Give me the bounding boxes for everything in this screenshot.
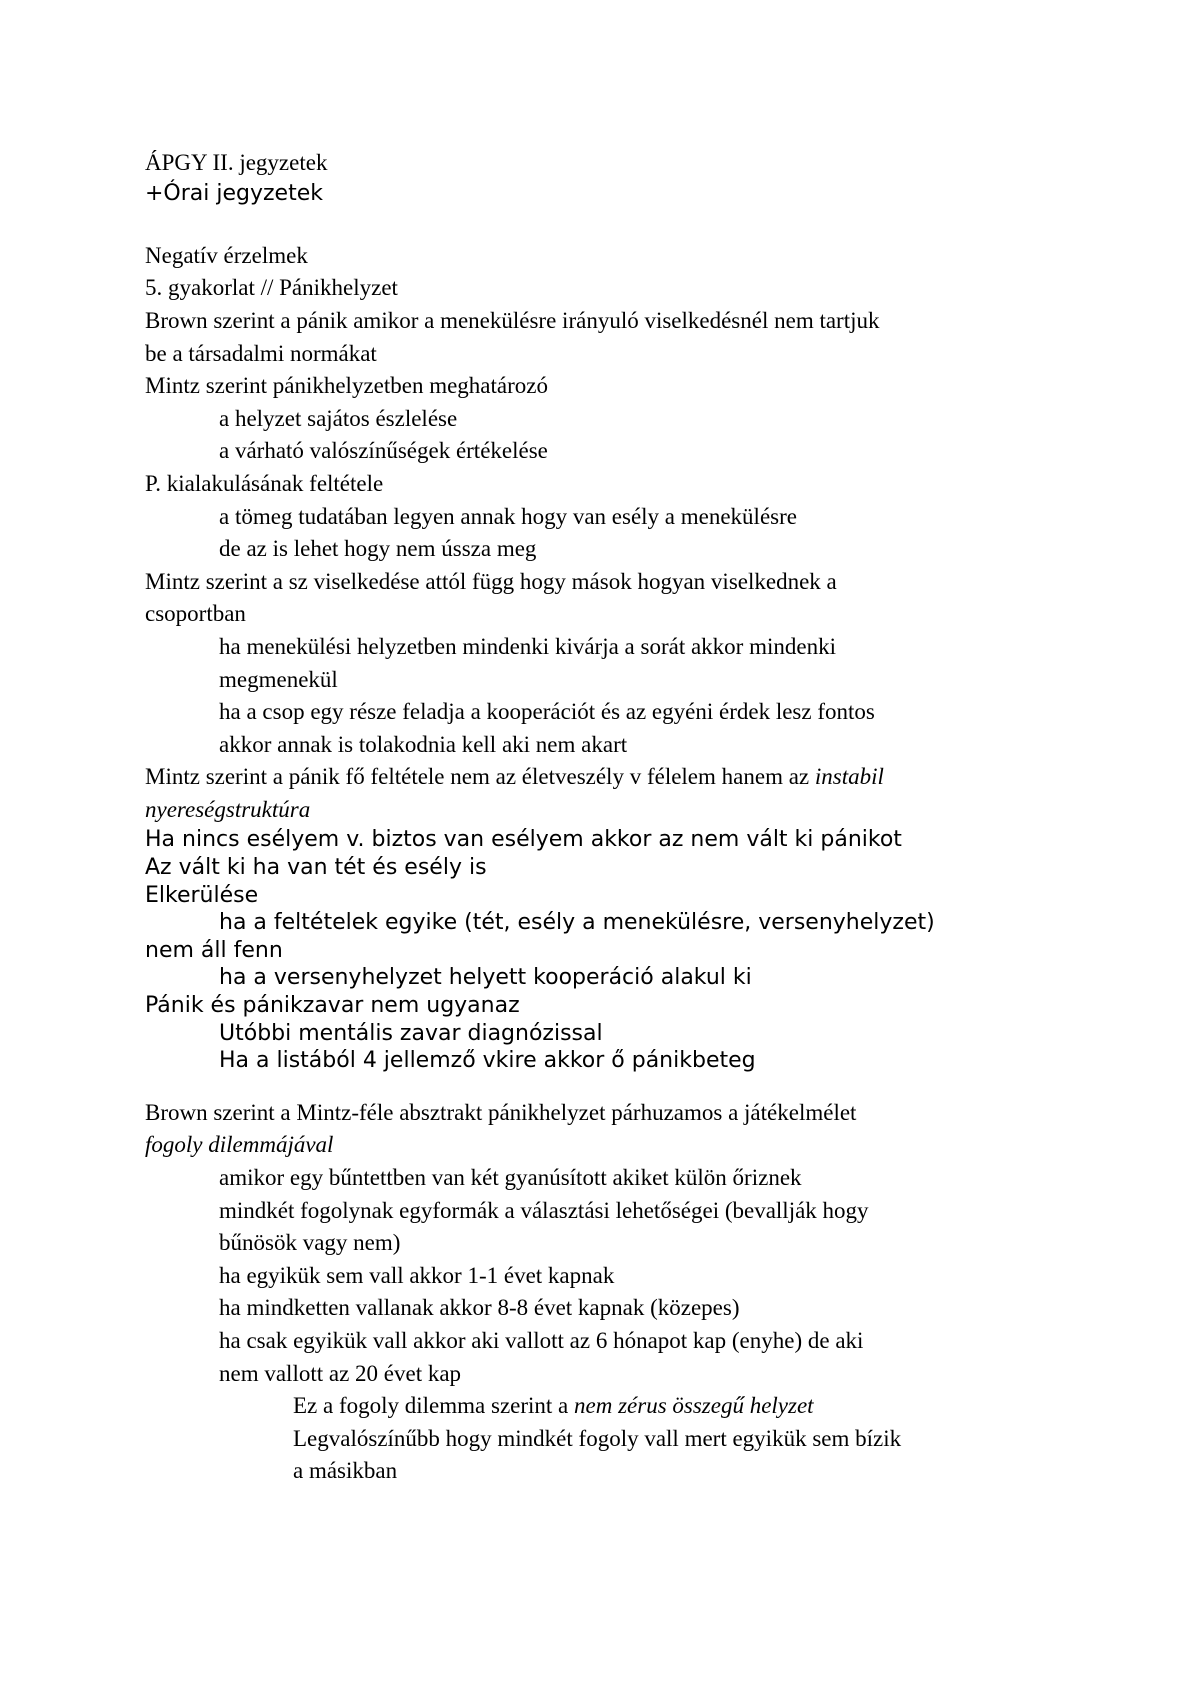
italic-term: nem zérus összegű helyzet — [574, 1393, 814, 1419]
text-line: Elkerülése — [145, 882, 259, 908]
section-heading: Negatív érzelmek — [145, 242, 308, 268]
text-line: Pánik és pánikzavar nem ugyanaz — [145, 993, 520, 1019]
text-line: Mintz szerint pánikhelyzetben meghatározó — [145, 373, 548, 399]
text-line-indented-2 — [145, 1390, 1085, 1423]
text-line-indented: ha mindketten vallanak akkor 8-8 évet kapnak (közepes) — [219, 1295, 740, 1321]
text-line: P. kialakulásának feltétele — [145, 470, 384, 496]
text-line: be a társadalmi normákat — [145, 340, 377, 366]
text-line-indented: ha egyikük sem vall akkor 1-1 évet kapnak — [219, 1262, 615, 1288]
text-line-indented: ha menekülési helyzetben mindenki kivárja a sorát akkor mindenki — [219, 633, 836, 659]
text-line: Mintz szerint a sz viselkedése attól függ hogy mások hogyan viselkednek a — [145, 568, 837, 594]
text-line-indented: a helyzet sajátos észlelése — [219, 405, 458, 431]
text-line-indented-2: a másikban — [293, 1458, 398, 1484]
text-line-indented: de az is lehet hogy nem ússza meg — [219, 536, 537, 562]
text-line-indented: Ha a listából 4 jellemző vkire akkor ő pánikbeteg — [219, 1048, 756, 1074]
text-line-indented: bűnösök vagy nem) — [219, 1230, 401, 1256]
text-line-indented: amikor egy bűntettben van két gyanúsított akiket külön őriznek — [219, 1165, 802, 1190]
text-line: csoportban — [145, 601, 246, 627]
text-run: Mintz szerint a pánik fő feltétele nem az életveszély v félelem hanem az — [145, 764, 815, 790]
exercise-heading: 5. gyakorlat // Pánikhelyzet — [145, 275, 398, 301]
text-line — [145, 761, 1085, 794]
text-line-indented: Utóbbi mentális zavar diagnózissal — [219, 1020, 603, 1046]
document-title: ÁPGY II. jegyzetek — [145, 150, 328, 175]
text-line-indented: megmenekül — [219, 666, 338, 692]
italic-term: fogoly dilemmájával — [145, 1132, 334, 1158]
blank-line — [145, 207, 1085, 240]
text-line-indented: ha a versenyhelyzet helyett kooperáció alakul ki — [219, 965, 752, 991]
text-line-indented: a várható valószínűségek értékelése — [219, 438, 548, 464]
text-line-indented: akkor annak is tolakodnia kell aki nem akart — [219, 731, 628, 757]
text-line-indented: ha a csop egy része feladja a kooperációt és az egyéni érdek lesz fontos — [219, 699, 875, 725]
document-body — [145, 147, 1085, 1488]
text-line-indented: nem vallott az 20 évet kap — [219, 1360, 462, 1386]
text-line: nem áll fenn — [145, 937, 283, 963]
text-line: Ha nincs esélyem v. biztos van esélyem akkor az nem vált ki pánikot — [145, 827, 902, 853]
italic-term: nyereségstruktúra — [145, 796, 311, 822]
document-subtitle: +Órai jegyzetek — [145, 180, 323, 206]
text-line: Brown szerint a pánik amikor a menekülésre irányuló viselkedésnél nem tartjuk — [145, 307, 880, 333]
text-run: Ez a fogoly dilemma szerint a — [293, 1393, 575, 1419]
text-line: Brown szerint a Mintz-féle absztrakt pánikhelyzet párhuzamos a játékelmélet — [145, 1099, 857, 1125]
text-line-indented: a tömeg tudatában legyen annak hogy van esély a menekülésre — [219, 503, 797, 529]
text-line-indented: ha a feltételek egyike (tét, esély a menekülésre, versenyhelyzet) — [219, 910, 935, 936]
text-line-indented-2: Legvalószínűbb hogy mindkét fogoly vall mert egyikük sem bízik — [293, 1425, 902, 1451]
italic-term: instabil — [814, 764, 884, 790]
text-line-indented: ha csak egyikük vall akkor aki vallott az 6 hónapot kap (enyhe) de aki — [219, 1327, 864, 1353]
text-line: Az vált ki ha van tét és esély is — [145, 855, 487, 881]
text-line-indented: mindkét fogolynak egyformák a választási lehetőségei (bevallják hogy — [219, 1197, 869, 1223]
blank-line — [145, 1075, 1085, 1097]
